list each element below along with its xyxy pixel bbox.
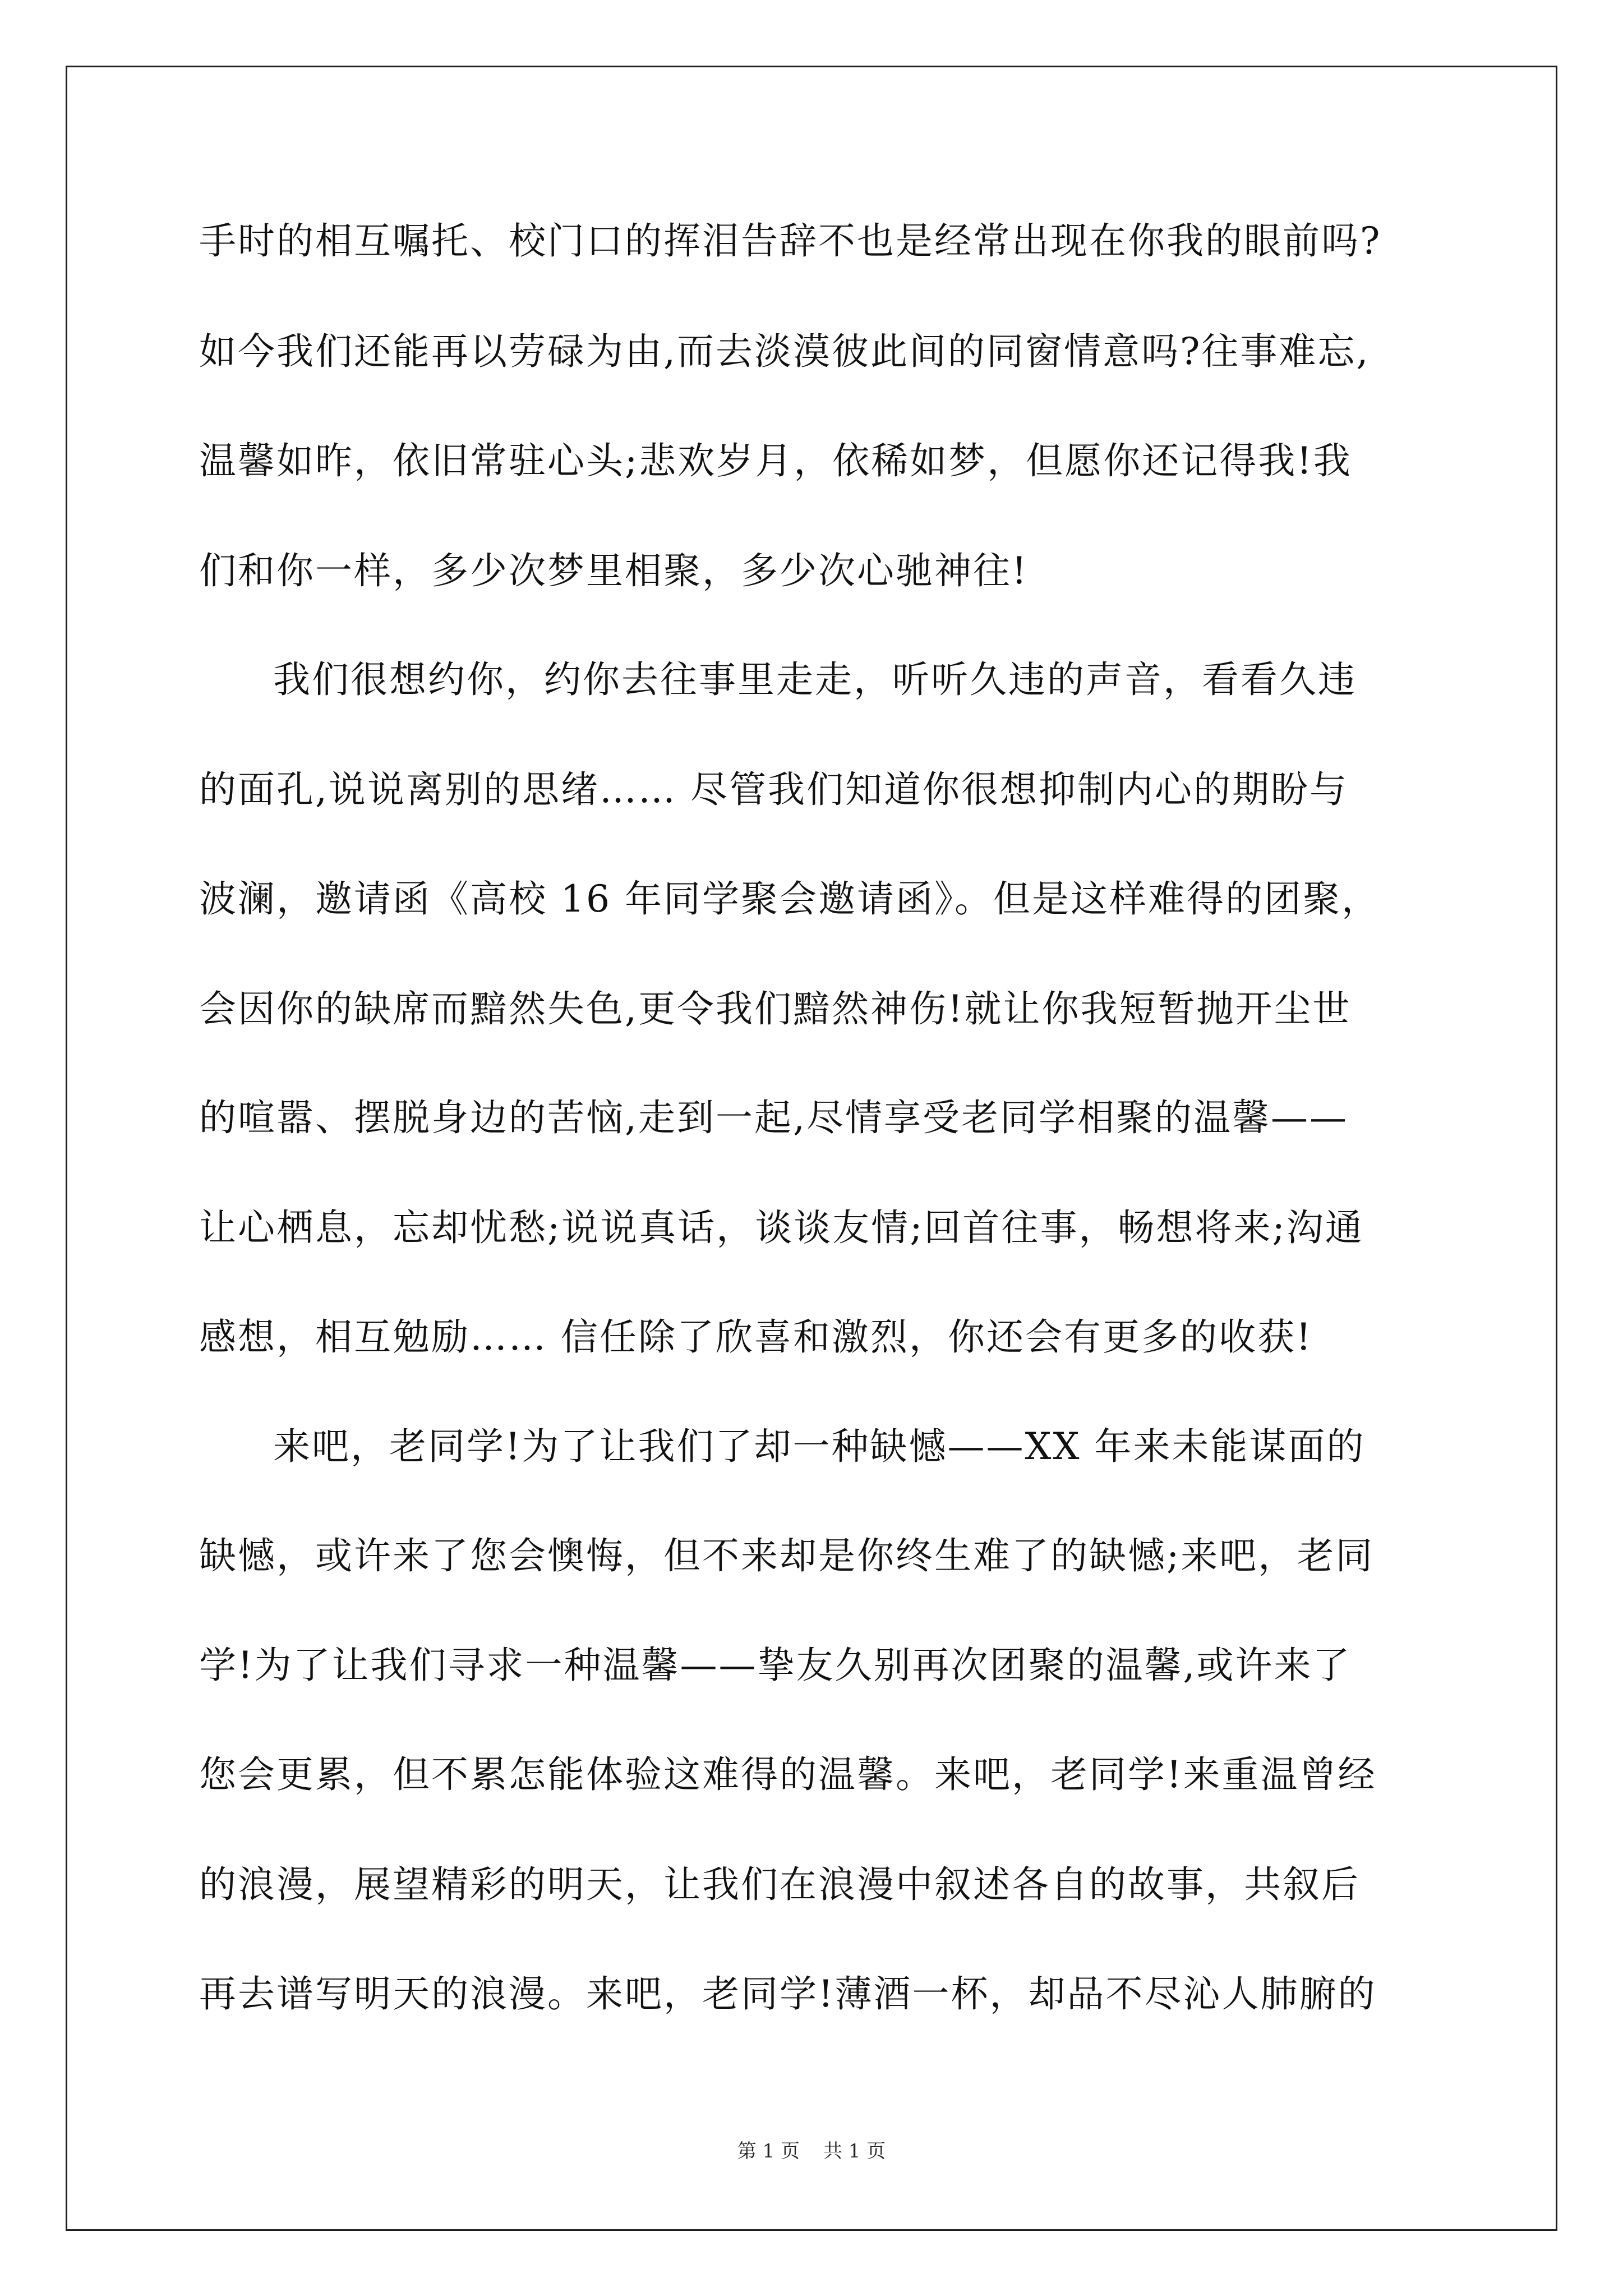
text-line: 如今我们还能再以劳碌为由,而去淡漠彼此间的同窗情意吗?往事难忘, <box>199 330 1370 373</box>
text-line-indented: 来吧，老同学!为了让我们了却一种缺憾——XX 年来未能谋面的 <box>273 1425 1366 1468</box>
text-line: 手时的相互嘱托、校门口的挥泪告辞不也是经常出现在你我的眼前吗? <box>199 219 1382 263</box>
text-line: 们和你一样，多少次梦里相聚，多少次心驰神往! <box>199 549 1029 592</box>
text-line: 感想，相互勉励…… 信任除了欣喜和激烈，你还会有更多的收获! <box>199 1315 1313 1359</box>
page-total: 共 1 页 <box>823 2140 886 2162</box>
page-number: 第 1 页 <box>737 2140 800 2162</box>
text-line-indented: 我们很想约你，约你去往事里走走，听听久违的声音，看看久违 <box>273 658 1357 701</box>
text-line: 温馨如昨，依旧常驻心头;悲欢岁月，依稀如梦，但愿你还记得我!我 <box>199 439 1352 482</box>
text-line: 会因你的缺席而黯然失色,更令我们黯然神伤!就让你我短暂抛开尘世 <box>199 987 1352 1030</box>
text-line: 学!为了让我们寻求一种温馨——挚友久别再次团聚的温馨,或许来了 <box>199 1644 1352 1687</box>
text-line: 让心栖息，忘却忧愁;说说真话，谈谈友情;回首往事，畅想将来;沟通 <box>199 1206 1364 1249</box>
text-line: 缺憾，或许来了您会懊悔，但不来却是你终生难了的缺憾;来吧，老同 <box>199 1534 1375 1577</box>
text-line: 您会更累，但不累怎能体验这难得的温馨。来吧，老同学!来重温曾经 <box>199 1753 1377 1796</box>
text-line: 的喧嚣、摆脱身边的苦恼,走到一起,尽情享受老同学相聚的温馨—— <box>199 1096 1348 1139</box>
text-line: 波澜，邀请函《高校 16 年同学聚会邀请函》。但是这样难得的团聚， <box>199 877 1380 921</box>
text-line: 的面孔,说说离别的思绪…… 尽管我们知道你很想抑制内心的期盼与 <box>199 768 1348 811</box>
text-line: 的浪漫，展望精彩的明天，让我们在浪漫中叙述各自的故事，共叙后 <box>199 1863 1360 1906</box>
text-line: 再去谱写明天的浪漫。来吧，老同学!薄酒一杯，却品不尽沁人肺腑的 <box>199 1972 1377 2016</box>
page-footer <box>0 2140 1623 2162</box>
